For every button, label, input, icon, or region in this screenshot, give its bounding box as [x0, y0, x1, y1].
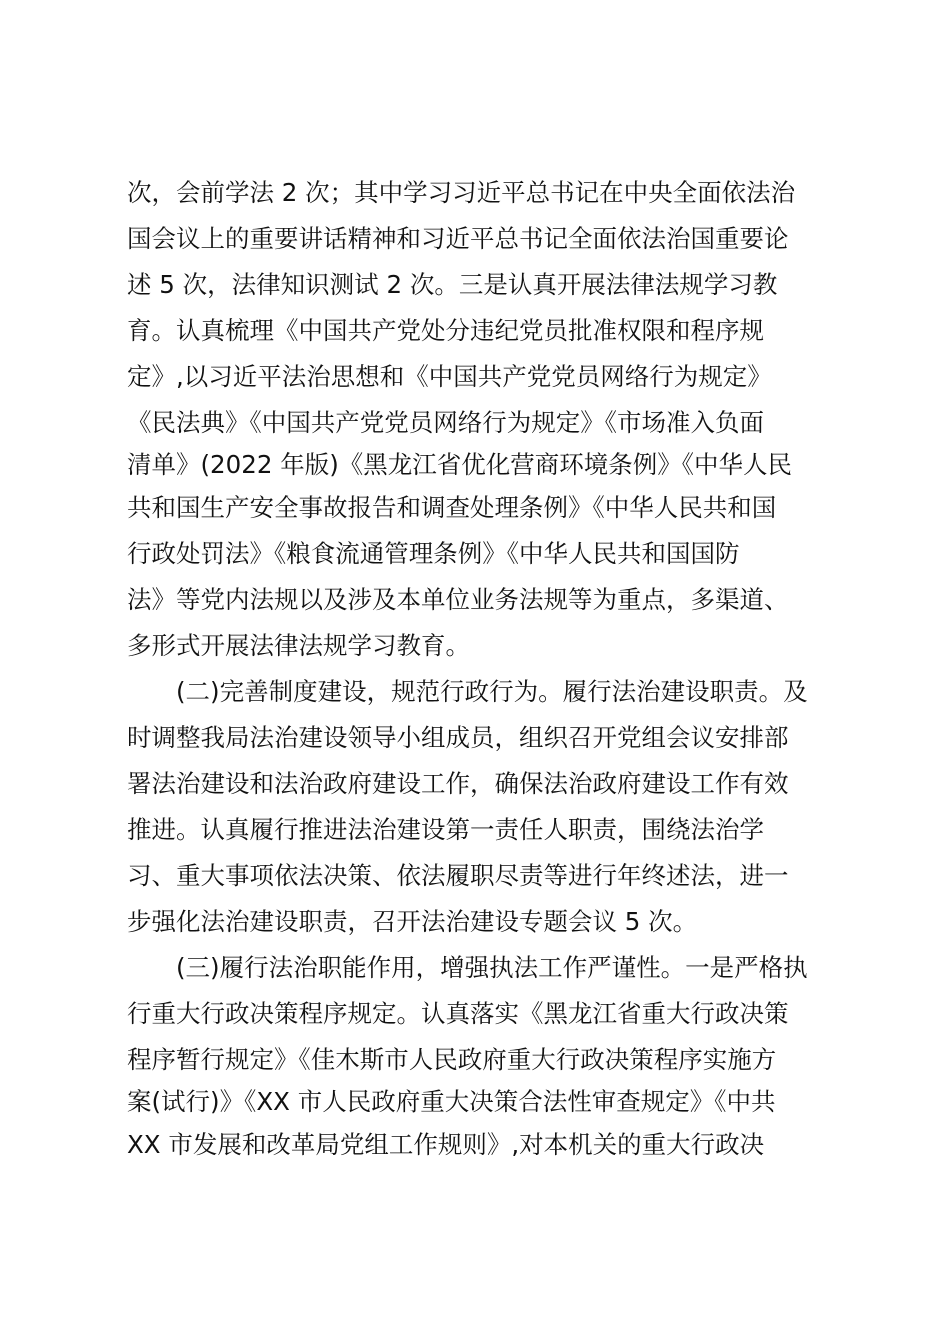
- text-line: 育。认真梳理《中国共产党处分违纪党员批准权限和程序规: [127, 316, 764, 345]
- text-line: 国会议上的重要讲话精神和习近平总书记全面依法治国重要论: [127, 224, 789, 253]
- text-line: 推进。认真履行推进法治建设第一责任人职责，围绕法治学: [127, 815, 764, 844]
- text-line: 次，会前学法 2 次；其中学习习近平总书记在中央全面依法治: [127, 178, 796, 207]
- text-line: 署法治建设和法治政府建设工作，确保法治政府建设工作有效: [127, 769, 789, 798]
- text-line: 多形式开展法律法规学习教育。: [127, 631, 470, 660]
- text-line: 清单》(2022 年版)《黑龙江省优化营商环境条例》《中华人民: [127, 450, 793, 479]
- text-line: XX 市发展和改革局党组工作规则》,对本机关的重大行政决: [127, 1130, 765, 1159]
- text-line: 习、重大事项依法决策、依法履职尽责等进行年终述法，进一: [127, 861, 789, 890]
- text-line: 行政处罚法》《粮食流通管理条例》《中华人民共和国国防: [127, 539, 740, 568]
- text-line: 《民法典》《中国共产党党员网络行为规定》《市场准入负面: [127, 408, 764, 437]
- text-line: 共和国生产安全事故报告和调查处理条例》《中华人民共和国: [127, 493, 777, 522]
- text-line: 步强化法治建设职责，召开法治建设专题会议 5 次。: [127, 907, 698, 936]
- text-line: 程序暂行规定》《佳木斯市人民政府重大行政决策程序实施方: [127, 1045, 777, 1074]
- text-line: 时调整我局法治建设领导小组成员，组织召开党组会议安排部: [127, 723, 789, 752]
- text-line: (二)完善制度建设，规范行政行为。履行法治建设职责。及: [176, 677, 808, 706]
- text-line: 法》等党内法规以及涉及本单位业务法规等为重点，多渠道、: [127, 585, 789, 614]
- text-line: 案(试行)》《XX 市人民政府重大决策合法性审查规定》《中共: [127, 1087, 776, 1116]
- text-line: 述 5 次，法律知识测试 2 次。三是认真开展法律法规学习教: [127, 270, 778, 299]
- text-line: 定》,以习近平法治思想和《中国共产党党员网络行为规定》: [127, 362, 772, 391]
- text-line: (三)履行法治职能作用，增强执法工作严谨性。一是严格执: [176, 953, 808, 982]
- text-line: 行重大行政决策程序规定。认真落实《黑龙江省重大行政决策: [127, 999, 789, 1028]
